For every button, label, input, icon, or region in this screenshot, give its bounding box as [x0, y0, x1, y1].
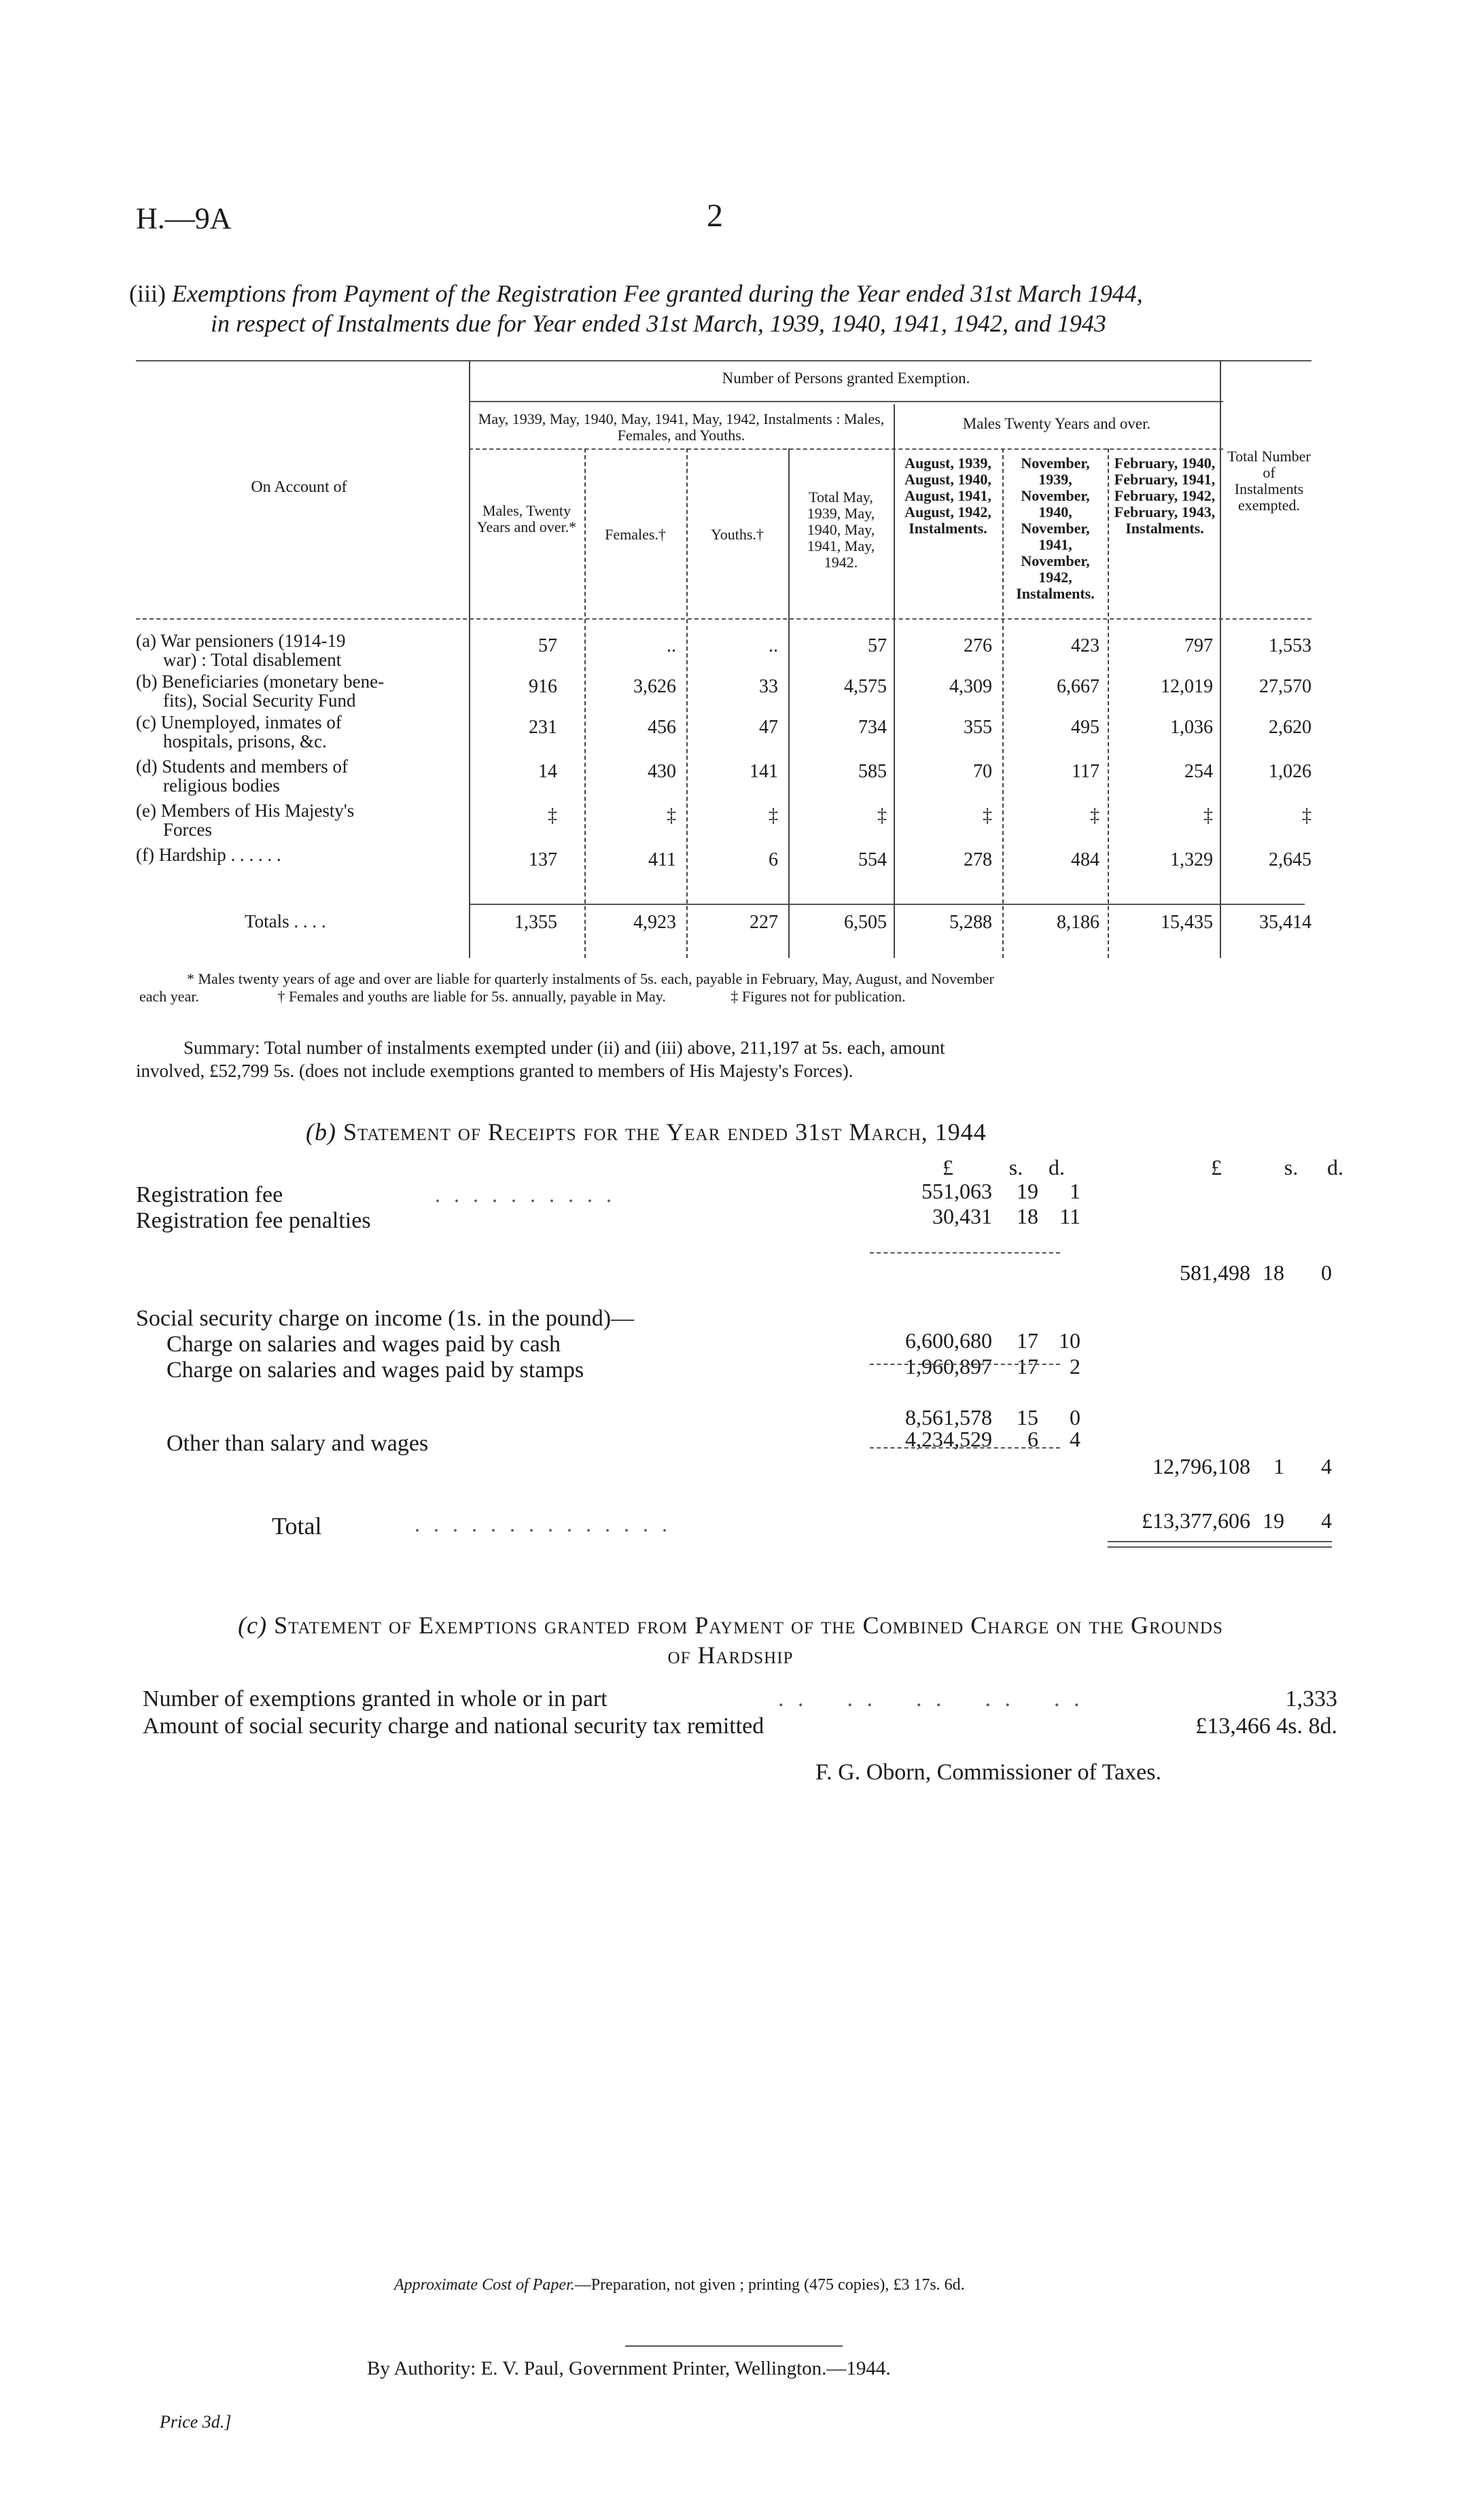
shillings: 18	[1263, 1260, 1284, 1285]
cell-males: ‡	[548, 805, 557, 826]
footnote-each-year: each year.	[139, 988, 199, 1005]
shillings: 19	[1017, 1179, 1038, 1203]
column-head: s.	[1008, 1155, 1023, 1179]
column-head: d.	[1327, 1155, 1343, 1179]
cell-total: 4,575	[844, 676, 887, 697]
group-header-rule	[469, 401, 1223, 402]
cell-total: 734	[858, 717, 887, 738]
cell-youths: 141	[750, 761, 778, 782]
cell-youths: 33	[759, 676, 778, 697]
amount: 12,796,108	[1152, 1454, 1250, 1478]
column-head: £	[1211, 1155, 1222, 1179]
group-header: Number of Persons granted Exemption.	[722, 370, 970, 387]
pence: 4	[1321, 1454, 1332, 1478]
row-label-line-2: Forces	[163, 819, 212, 840]
leader-dots: . . . . . . . . . . . . . .	[415, 1512, 671, 1536]
section-label: (iii)	[129, 280, 166, 307]
cell-nov: 423	[1071, 635, 1099, 656]
cell-nov: 117	[1072, 761, 1099, 782]
cell-youths: 47	[759, 717, 778, 738]
section-title-line-2: in respect of Instalments due for Year ended 31st March, 1939, 1940, 1941, 1942, and 1943	[211, 310, 1106, 337]
grand-total-shillings: 19	[1263, 1508, 1284, 1533]
cost-of-paper	[394, 2276, 965, 2294]
row-label-line-1: (d) Students and members of	[136, 756, 348, 777]
cell-grand: 2,620	[1269, 717, 1312, 738]
totals-label: Totals . . . .	[245, 911, 326, 931]
amount: 551,063	[921, 1179, 992, 1203]
cell-total: 57	[868, 635, 887, 656]
totals-aug: 5,288	[949, 912, 992, 933]
col-divider	[469, 360, 470, 958]
cell-females: 3,626	[633, 676, 676, 697]
amount: 581,498	[1180, 1260, 1250, 1285]
total-label: Total	[272, 1512, 322, 1540]
document-reference: H.—9A	[136, 202, 232, 235]
receipts-title	[306, 1118, 1189, 1146]
col-header-february: February, 1940, February, 1941, February, 1942, February, 1943, Instalments.	[1114, 455, 1216, 537]
social-security-heading: Social security charge on income (1s. in the pound)—	[136, 1306, 635, 1331]
receipts-rule	[870, 1447, 1060, 1449]
amount: 30,431	[932, 1204, 992, 1228]
signature: F. G. Oborn, Commissioner of Taxes.	[815, 1760, 1161, 1785]
pence: 11	[1059, 1204, 1080, 1228]
amount: 8,561,578	[905, 1405, 992, 1430]
column-head: s.	[1284, 1155, 1299, 1179]
row-label-line-2: war) : Total disablement	[163, 650, 342, 670]
cell-grand: 1,026	[1269, 761, 1312, 782]
cell-youths: ‡	[769, 805, 778, 826]
row-label-line-2: religious bodies	[163, 775, 280, 796]
cell-nov: ‡	[1090, 805, 1099, 826]
cell-feb: 12,019	[1161, 676, 1213, 697]
other-wages-label: Other than salary and wages	[166, 1431, 429, 1456]
receipts-title-text: Statement of Receipts for the Year ended 31st March, 1944	[342, 1118, 987, 1146]
pence: 10	[1059, 1328, 1080, 1353]
registration-fee-label: Registration fee	[136, 1182, 283, 1207]
col-header-males: Males, Twenty Years and over.*	[476, 502, 577, 535]
registration-penalties-label: Registration fee penalties	[136, 1208, 371, 1233]
cell-total: ‡	[877, 805, 887, 826]
totals-youths: 227	[750, 912, 778, 933]
col-divider	[1002, 448, 1004, 958]
pence: 0	[1321, 1260, 1332, 1285]
cell-grand: 27,570	[1259, 676, 1312, 697]
row-label-line-1: (b) Beneficiaries (monetary bene-	[136, 671, 385, 692]
exemptions-count-label: Number of exemptions granted in whole or in part	[143, 1686, 608, 1711]
cell-aug: 276	[964, 635, 992, 656]
cell-feb: ‡	[1203, 805, 1213, 826]
col-divider	[1108, 448, 1109, 958]
row-label-line-1: (f) Hardship . . . . . .	[136, 845, 281, 865]
col-divider	[584, 448, 586, 958]
totals-grand: 35,414	[1259, 912, 1312, 933]
cash-charge-label: Charge on salaries and wages paid by cash	[166, 1332, 561, 1357]
col-header-november: November, 1939, November, 1940, November, 1941, November, 1942, Instalments.	[1016, 455, 1095, 602]
row-label-line-2: fits), Social Security Fund	[163, 690, 356, 711]
exemptions-count-value: 1,333	[1285, 1686, 1337, 1711]
receipts-rule	[870, 1364, 1060, 1365]
cell-grand: 1,553	[1269, 635, 1312, 656]
table-top-rule	[136, 360, 1312, 361]
column-head: d.	[1049, 1155, 1065, 1179]
shillings: 6	[1027, 1427, 1038, 1451]
cell-nov: 6,667	[1057, 676, 1099, 697]
exemptions-title-line-2: of Hardship	[667, 1641, 794, 1669]
cell-grand: ‡	[1302, 805, 1312, 826]
exemptions-amount-value: £13,466 4s. 8d.	[1195, 1714, 1337, 1739]
col-header-females: Females.†	[605, 526, 666, 543]
cost-text: —Preparation, not given ; printing (475 copies), £3 17s. 6d.	[574, 2276, 965, 2294]
subgroup-header-left: May, 1939, May, 1940, May, 1941, May, 1942, Instalments : Males, Females, and Youths.	[478, 410, 885, 444]
subgroup-rule	[469, 448, 1223, 450]
cell-nov: 495	[1071, 717, 1099, 738]
cell-females: ‡	[667, 805, 676, 826]
cell-youths: ..	[769, 635, 778, 656]
col-header-youths: Youths.†	[711, 526, 764, 543]
summary	[136, 1036, 1312, 1082]
authority-line: By Authority: E. V. Paul, Government Printer, Wellington.—1944.	[367, 2358, 891, 2379]
footnote-line-2	[139, 988, 1308, 1006]
cell-aug: 278	[964, 849, 992, 870]
row-label-line-1: (a) War pensioners (1914-19	[136, 631, 346, 651]
row-label	[136, 845, 465, 864]
cell-females: 411	[648, 849, 676, 870]
col-header-august: August, 1939, August, 1940, August, 1941, August, 1942, Instalments.	[904, 455, 991, 537]
cell-males: 231	[529, 717, 557, 738]
col-divider	[894, 404, 895, 958]
section-title-line-1: Exemptions from Payment of the Registration Fee granted during the Year ended 31st March 1944,	[171, 280, 1143, 307]
cell-youths: 6	[769, 849, 778, 870]
cost-label: Approximate Cost of Paper.	[394, 2276, 575, 2294]
row-label	[136, 757, 465, 795]
row-label	[136, 672, 465, 710]
stamps-charge-label: Charge on salaries and wages paid by stamps	[166, 1357, 584, 1383]
cell-females: ..	[667, 635, 676, 656]
row-label	[136, 631, 465, 669]
totals-top-rule	[469, 904, 1305, 905]
shillings: 15	[1017, 1405, 1038, 1430]
cell-total: 554	[858, 849, 887, 870]
price: Price 3d.]	[160, 2412, 232, 2432]
row-label-line-1: (c) Unemployed, inmates of	[136, 712, 342, 732]
col-header-on-account: On Account of	[251, 478, 347, 496]
cell-males: 137	[529, 849, 557, 870]
row-label-line-2: hospitals, prisons, &c.	[163, 731, 327, 751]
total-rule-top	[1108, 1541, 1332, 1542]
subgroup-header-right: Males Twenty Years and over.	[962, 415, 1151, 432]
row-label-line-1: (e) Members of His Majesty's	[136, 800, 355, 821]
totals-females: 4,923	[633, 912, 676, 933]
pence: 0	[1070, 1405, 1080, 1430]
amount: 6,600,680	[905, 1328, 992, 1353]
exemptions-title-line-1: Statement of Exemptions granted from Payment of the Combined Charge on the Grounds	[274, 1612, 1223, 1639]
table-header-rule	[136, 618, 1312, 620]
footnote-line-1: * Males twenty years of age and over are liable for quarterly instalments of 5s. each, payable in February, May, August, and November	[187, 970, 994, 987]
totals-feb: 15,435	[1161, 912, 1213, 933]
cell-feb: 254	[1184, 761, 1213, 782]
col-divider	[788, 448, 790, 958]
authority-rule	[625, 2345, 843, 2347]
cell-total: 585	[858, 761, 887, 782]
leader-dots: . . . . . . . . . .	[435, 1182, 616, 1207]
pence: 4	[1070, 1427, 1080, 1451]
shillings: 1	[1273, 1454, 1284, 1478]
cell-females: 456	[648, 717, 676, 738]
totals-males: 1,355	[514, 912, 557, 933]
footnote-females: † Females and youths are liable for 5s. annually, payable in May.	[277, 988, 666, 1005]
receipts-rule	[870, 1252, 1060, 1254]
summary-line-1: Summary: Total number of instalments exempted under (ii) and (iii) above, 211,197 at 5s. each, amount	[183, 1037, 945, 1058]
exemptions-title	[143, 1610, 1318, 1670]
summary-line-2: involved, £52,799 5s. (does not include exemptions granted to members of His Majesty's Forces).	[136, 1061, 853, 1081]
cell-aug: 70	[973, 761, 992, 782]
page-number: 2	[707, 198, 723, 234]
pence: 2	[1070, 1354, 1080, 1379]
col-header-total-exempted: Total Number of Instalments exempted.	[1227, 448, 1311, 514]
row-label	[136, 713, 465, 751]
cell-males: 916	[529, 676, 557, 697]
receipts-prefix: (b)	[306, 1118, 336, 1146]
cell-feb: 1,036	[1170, 717, 1213, 738]
amount: 4,234,529	[905, 1427, 992, 1451]
cell-females: 430	[648, 761, 676, 782]
pence: 1	[1070, 1179, 1080, 1203]
shillings: 17	[1017, 1354, 1038, 1379]
cell-aug: ‡	[983, 805, 992, 826]
cell-feb: 797	[1184, 635, 1213, 656]
shillings: 18	[1017, 1204, 1038, 1228]
total-rule-bottom	[1108, 1546, 1332, 1548]
amount: 1,960,897	[905, 1354, 992, 1379]
col-header-total-may: Total May, 1939, May, 1940, May, 1941, May, 1942.	[807, 489, 875, 571]
cell-grand: 2,645	[1269, 849, 1312, 870]
cell-aug: 355	[964, 717, 992, 738]
exemptions-prefix: (c)	[238, 1612, 268, 1639]
section-title	[129, 279, 1339, 338]
footnote-figures: ‡ Figures not for publication.	[730, 988, 906, 1005]
cell-nov: 484	[1071, 849, 1099, 870]
grand-total-amount: £13,377,606	[1142, 1508, 1250, 1533]
leader-dots: . . . . . . . . . .	[778, 1686, 1084, 1711]
col-divider	[686, 448, 688, 958]
cell-feb: 1,329	[1170, 849, 1213, 870]
col-divider	[1220, 360, 1221, 958]
cell-males: 57	[538, 635, 557, 656]
cell-aug: 4,309	[949, 676, 992, 697]
column-head: £	[943, 1155, 953, 1179]
grand-total-pence: 4	[1321, 1508, 1332, 1533]
exemptions-amount-label: Amount of social security charge and national security tax remitted	[143, 1714, 764, 1739]
shillings: 17	[1017, 1328, 1038, 1353]
footnotes	[139, 970, 1308, 1006]
row-label	[136, 801, 465, 839]
totals-nov: 8,186	[1057, 912, 1099, 933]
cell-males: 14	[538, 761, 557, 782]
totals-total: 6,505	[844, 912, 887, 933]
